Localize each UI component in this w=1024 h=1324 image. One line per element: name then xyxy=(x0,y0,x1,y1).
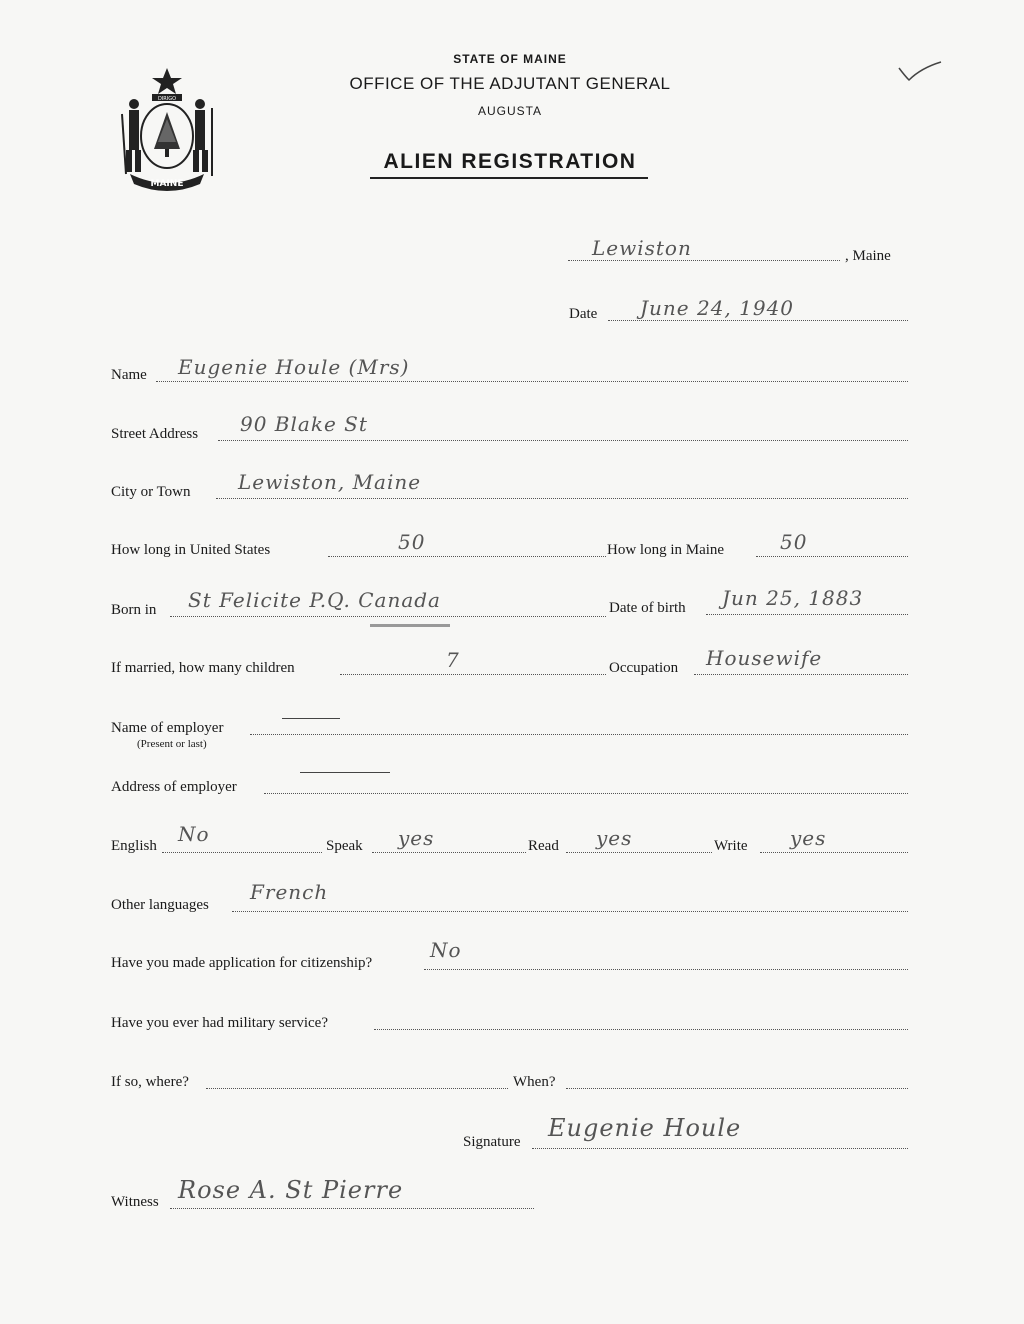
title-underline xyxy=(370,177,648,179)
name-entry: Eugenie Houle (Mrs) xyxy=(178,355,410,379)
city-line xyxy=(216,498,908,499)
where-line xyxy=(206,1088,508,1089)
english-entry: No xyxy=(178,822,210,846)
write-label: Write xyxy=(714,838,748,854)
born-in-line xyxy=(170,616,606,617)
seal-banner: MAINE xyxy=(150,179,184,189)
signature-line xyxy=(532,1148,908,1149)
pencil-underline xyxy=(370,624,450,627)
name-line xyxy=(156,381,908,382)
english-line xyxy=(162,852,322,853)
children-line xyxy=(340,674,606,675)
city-label: City or Town xyxy=(111,484,191,500)
how-long-maine-line xyxy=(756,556,908,557)
employer-name-label: Name of employer xyxy=(111,720,224,736)
signature-label: Signature xyxy=(463,1134,521,1150)
check-mark-icon xyxy=(895,58,945,88)
write-line xyxy=(760,852,908,853)
employer-address-label: Address of employer xyxy=(111,779,237,795)
town-entry: Lewiston xyxy=(592,236,692,260)
maine-label: , Maine xyxy=(845,248,891,264)
children-entry: 7 xyxy=(446,648,460,672)
seal-motto: DIRIGO xyxy=(157,96,177,102)
read-entry: yes xyxy=(596,826,633,850)
header-city: AUGUSTA xyxy=(477,104,543,118)
date-of-birth-line xyxy=(706,614,908,615)
employer-address-line xyxy=(264,793,908,794)
when-line xyxy=(566,1088,908,1089)
speak-line xyxy=(372,852,526,853)
speak-label: Speak xyxy=(326,838,363,854)
military-line xyxy=(374,1029,908,1030)
street-label: Street Address xyxy=(111,426,199,442)
write-entry: yes xyxy=(790,826,827,850)
other-languages-line xyxy=(232,911,908,912)
street-line xyxy=(218,440,908,441)
how-long-us-line xyxy=(328,556,606,557)
military-label: Have you ever had military service? xyxy=(111,1015,328,1031)
employer-sub-label: (Present or last) xyxy=(137,738,207,750)
street-entry: 90 Blake St xyxy=(240,412,368,436)
born-in-label: Born in xyxy=(111,602,157,618)
date-of-birth-entry: Jun 25, 1883 xyxy=(722,586,864,610)
read-label: Read xyxy=(528,838,559,854)
signature-entry: Eugenie Houle xyxy=(548,1114,742,1142)
how-long-us-entry: 50 xyxy=(398,530,426,554)
name-label: Name xyxy=(111,367,147,383)
speak-entry: yes xyxy=(398,826,435,850)
other-languages-entry: French xyxy=(250,880,329,904)
employer-address-dash xyxy=(300,772,390,773)
occupation-label: Occupation xyxy=(609,660,679,676)
where-label: If so, where? xyxy=(111,1074,189,1090)
english-label: English xyxy=(111,838,157,854)
how-long-maine-label: How long in Maine xyxy=(607,542,725,558)
how-long-us-label: How long in United States xyxy=(111,542,271,558)
witness-label: Witness xyxy=(111,1194,159,1210)
witness-line xyxy=(170,1208,534,1209)
citizenship-label: Have you made application for citizenship? xyxy=(111,955,373,971)
header-state: STATE OF MAINE xyxy=(453,52,567,66)
born-in-entry: St Felicite P.Q. Canada xyxy=(188,588,441,612)
witness-entry: Rose A. St Pierre xyxy=(178,1176,404,1204)
form-title: ALIEN REGISTRATION xyxy=(383,150,637,173)
occupation-entry: Housewife xyxy=(706,646,823,670)
maine-state-seal xyxy=(112,64,222,194)
date-label: Date xyxy=(569,306,598,322)
children-label: If married, how many children xyxy=(111,660,295,676)
occupation-line xyxy=(694,674,908,675)
employer-name-line xyxy=(250,734,908,735)
date-line xyxy=(608,320,908,321)
town-line xyxy=(568,260,840,261)
date-entry: June 24, 1940 xyxy=(640,296,795,320)
date-of-birth-label: Date of birth xyxy=(609,600,686,616)
how-long-maine-entry: 50 xyxy=(780,530,808,554)
other-languages-label: Other languages xyxy=(111,897,209,913)
header-office: OFFICE OF THE ADJUTANT GENERAL xyxy=(349,74,671,93)
city-entry: Lewiston, Maine xyxy=(238,470,422,494)
read-line xyxy=(566,852,712,853)
when-label: When? xyxy=(513,1074,556,1090)
employer-name-dash xyxy=(282,718,340,719)
citizenship-entry: No xyxy=(430,938,462,962)
citizenship-line xyxy=(424,969,908,970)
